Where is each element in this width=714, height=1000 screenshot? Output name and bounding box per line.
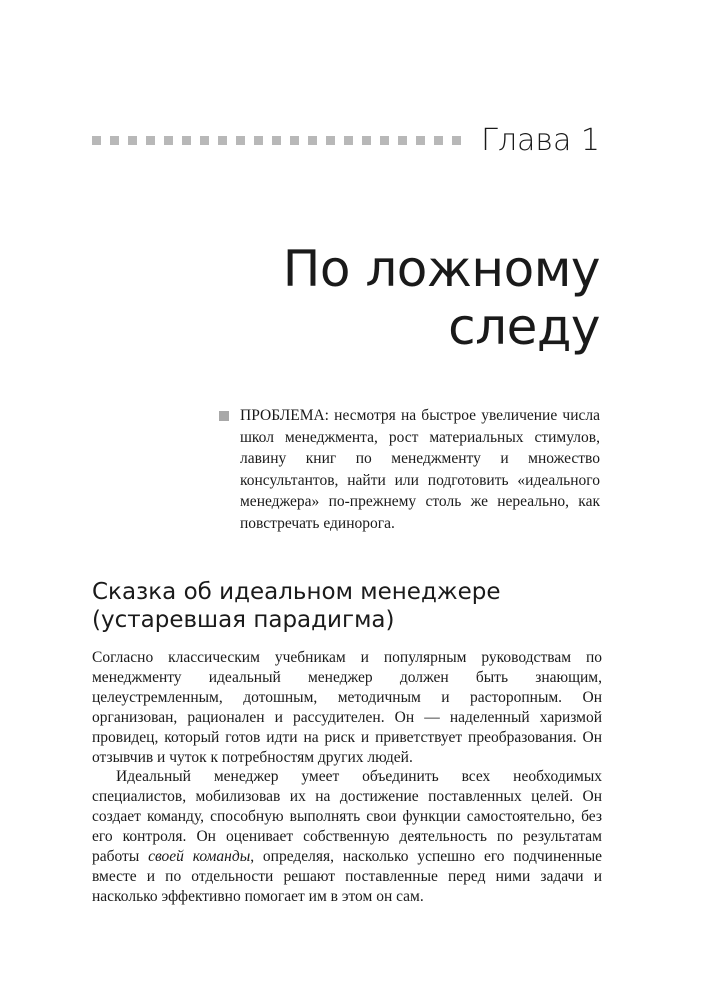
square-icon [380,136,389,145]
square-icon [254,136,263,145]
chapter-title-line-2: следу [448,298,600,356]
paragraph-2-text-end: , определяя, насколько успешно его подчиненные вместе и по отдельности решают поставленные перед ними задачи и насколько эффективно помогает им в этом он сам. [92,848,603,905]
section-heading-line-2: (устаревшая парадигма) [92,607,395,633]
square-icon [416,136,425,145]
square-icon [434,136,443,145]
chapter-title-line-1: По ложному [282,240,600,298]
section-heading-line-1: Сказка об идеальном менеджере [92,579,501,605]
square-icon [218,136,227,145]
square-icon [146,136,155,145]
section-heading [92,578,602,634]
square-icon [326,136,335,145]
square-icon [272,136,281,145]
square-icon [236,136,245,145]
square-icon [344,136,353,145]
chapter-header [92,118,600,162]
square-icon [308,136,317,145]
chapter-label: Глава 1 [481,122,600,158]
paragraph-2 [92,767,602,906]
paragraph-2-emphasis: своей команды [148,848,251,866]
square-icon [398,136,407,145]
body-text [92,648,602,907]
square-icon [452,136,461,145]
square-icon [362,136,371,145]
paragraph-2-text-start: Идеальный менеджер умеет объединить всех необходимых специалистов, мобилизовав их на достижение поставленных целей. Он создает команду, способную выполнять свои функции самостоятельно, без его контроля. Он оценивает собственную деятельность по результатам работы [92,768,602,866]
problem-text: ПРОБЛЕМА: несмотря на быстрое увеличение числа школ менеджмента, рост материальных стимулов, лавину книг по менеджменту и множество консультантов, найти или подготовить «идеального менеджера» по-прежнему столь же нереально, как повстречать единорога. [240,407,600,532]
square-icon [110,136,119,145]
chapter-title [180,240,600,356]
square-icon [290,136,299,145]
square-bullet-icon [219,411,229,421]
paragraph-1: Согласно классическим учебникам и популярным руководствам по менеджменту идеальный менеджер должен быть знающим, целеустремленным, дотошным, методичным и расторопным. Он организован, рационален и рассудителен. Он — наделенный харизмой провидец, который готов идти на риск и приветствует преобразования. Он отзывчив и чуток к потребностям других людей. [92,649,602,766]
decorative-squares-row [92,136,473,145]
square-icon [182,136,191,145]
square-icon [128,136,137,145]
problem-statement [240,405,600,535]
square-icon [92,136,101,145]
square-icon [200,136,209,145]
square-icon [164,136,173,145]
